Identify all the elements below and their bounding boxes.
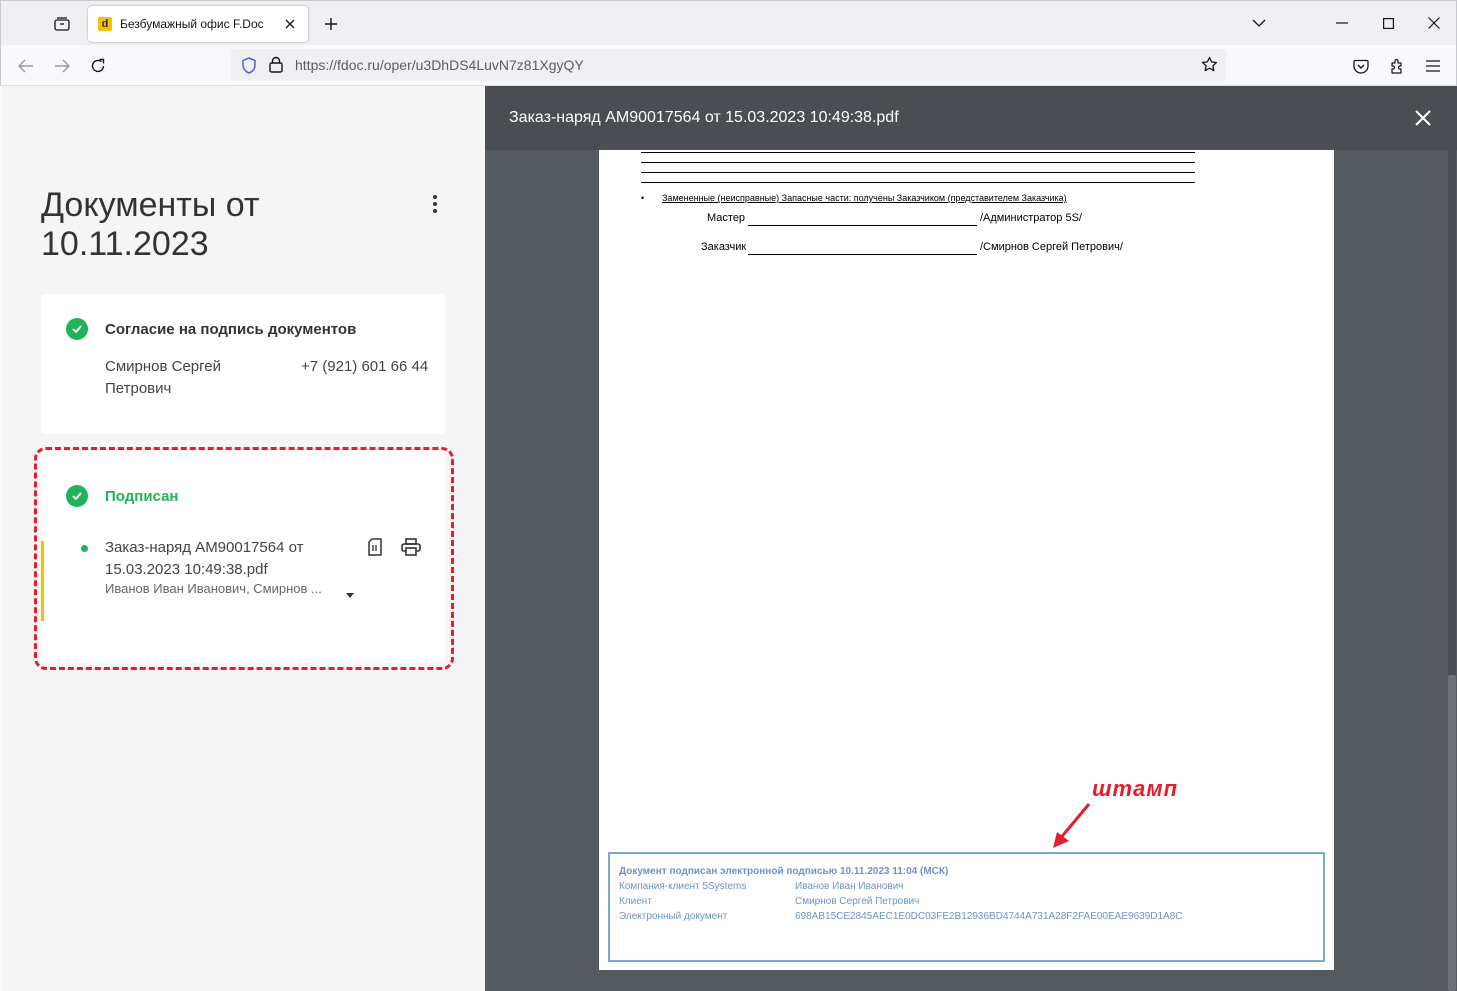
minimize-icon[interactable] bbox=[1330, 11, 1354, 35]
stamp-row-label: Электронный документ bbox=[619, 911, 728, 922]
url-bar[interactable] bbox=[231, 49, 1226, 81]
stamp-annotation-label: штамп bbox=[1092, 776, 1179, 801]
app-menu-hamburger-icon[interactable] bbox=[1421, 54, 1445, 78]
viewer-scrollbar-thumb[interactable] bbox=[1448, 675, 1456, 991]
reload-icon[interactable] bbox=[86, 54, 110, 78]
pdf-rule bbox=[641, 172, 1195, 173]
page-title: Документы от 10.11.2023 bbox=[41, 186, 260, 263]
pdf-rule bbox=[641, 152, 1195, 153]
tab-bar bbox=[0, 0, 1457, 45]
viewer-title: Заказ-наряд АМ90017564 от 15.03.2023 10:49:38.pdf bbox=[509, 109, 899, 126]
tab-close-icon[interactable] bbox=[282, 16, 298, 32]
pdf-page bbox=[599, 150, 1334, 970]
viewer-close-icon[interactable] bbox=[1411, 106, 1435, 130]
signer-name: Смирнов Сергей Петрович bbox=[105, 358, 222, 397]
list-all-tabs-chevron-icon[interactable] bbox=[1247, 11, 1271, 35]
signer-phone: +7 (921) 601 66 44 bbox=[301, 358, 429, 375]
stamp-row-value: Иванов Иван Иванович bbox=[795, 881, 904, 892]
pdf-customer-label: Заказчик bbox=[701, 241, 747, 253]
viewer-header bbox=[485, 86, 1457, 150]
pdf-master-label: Мастер bbox=[707, 212, 746, 224]
lock-icon[interactable] bbox=[269, 56, 283, 78]
tracking-shield-icon[interactable] bbox=[241, 57, 257, 79]
check-circle-icon bbox=[66, 318, 88, 340]
pdf-signature-line bbox=[748, 225, 977, 226]
forward-arrow-icon[interactable] bbox=[50, 54, 74, 78]
url-text[interactable]: https://fdoc.ru/oper/u3DhDS4LuvN7z81XgyQY bbox=[295, 57, 584, 73]
pdf-bullet: • bbox=[641, 193, 645, 203]
fdoc-favicon-icon: d bbox=[98, 17, 112, 31]
stamp-header: Документ подписан электронной подписью 10.11.2023 11:04 (МСК) bbox=[619, 866, 949, 877]
stamp-row-label: Компания-клиент 5Systems bbox=[619, 881, 747, 892]
highlight-dashed-frame bbox=[34, 447, 454, 670]
window-close-icon[interactable] bbox=[1422, 11, 1446, 35]
consent-card bbox=[41, 294, 445, 434]
pdf-rule bbox=[641, 182, 1195, 183]
pdf-parts-note: Замененные (неисправные) Запасные части: получены Заказчиком (представителем Заказчика) bbox=[662, 193, 1067, 203]
pocket-icon[interactable] bbox=[1349, 54, 1373, 78]
signed-status-label: Подписан bbox=[105, 488, 179, 505]
signers-list: Иванов Иван Иванович, Смирнов ... bbox=[105, 581, 322, 596]
annotation-arrow-icon bbox=[1045, 800, 1095, 852]
new-tab-icon[interactable] bbox=[321, 14, 341, 34]
stamp-row-value: Смирнов Сергей Петрович bbox=[795, 896, 920, 907]
pdf-signature-line bbox=[748, 254, 977, 255]
bookmark-star-icon[interactable] bbox=[1201, 56, 1218, 78]
tab-title: Безбумажный офис F.Doc bbox=[120, 17, 264, 31]
stamp-row-value: 698AB15CE2845AEC1E0DC03FE2B12936BD4744A731A28F2FAE00EAE9639D1A8C bbox=[795, 911, 1183, 922]
signature-stamp bbox=[608, 852, 1325, 962]
document-link[interactable]: Заказ-наряд АМ90017564 от 15.03.2023 10:49:38.pdf bbox=[105, 539, 304, 578]
consent-heading: Согласие на подпись документов bbox=[105, 321, 357, 338]
more-options-kebab-icon[interactable] bbox=[426, 192, 444, 216]
pdf-master-value: /Администратор 5S/ bbox=[980, 212, 1082, 224]
maximize-icon[interactable] bbox=[1376, 11, 1400, 35]
navigation-bar bbox=[0, 45, 1457, 86]
browser-tab[interactable] bbox=[88, 6, 308, 42]
stamp-row-label: Клиент bbox=[619, 896, 652, 907]
tab-list-icon[interactable] bbox=[51, 13, 73, 35]
extensions-puzzle-icon[interactable] bbox=[1386, 54, 1410, 78]
pdf-customer-value: /Смирнов Сергей Петрович/ bbox=[980, 241, 1123, 253]
back-arrow-icon[interactable] bbox=[14, 54, 38, 78]
pdf-rule bbox=[641, 162, 1195, 163]
